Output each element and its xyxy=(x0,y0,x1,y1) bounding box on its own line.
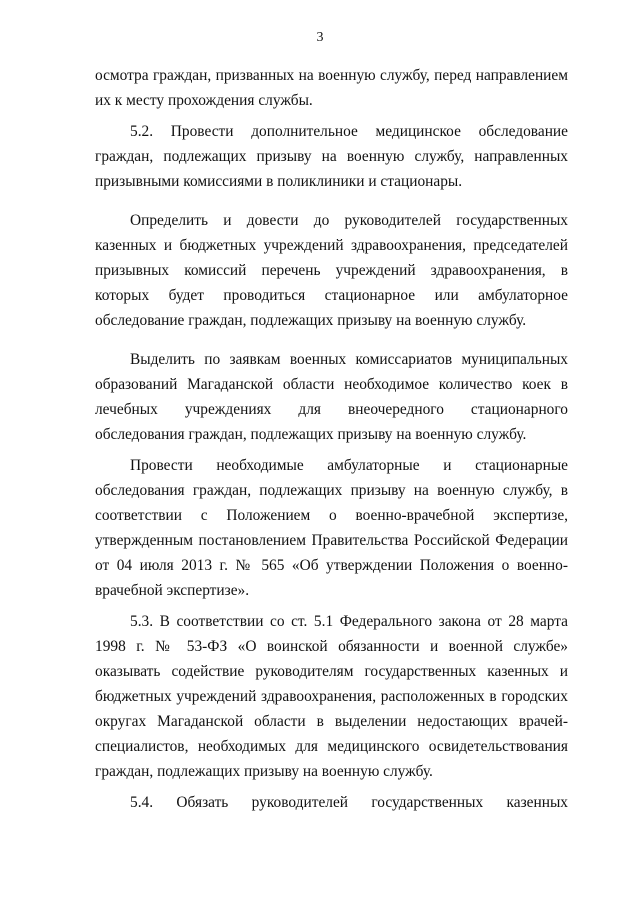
document-body xyxy=(95,63,568,815)
page-number: 3 xyxy=(316,30,324,45)
paragraph-allocate-beds: Выделить по заявкам военных комиссариатов муниципальных образований Магаданской области необходимое количество коек в лечебных учреждениях для внеочередного стационарного обследования граждан, подлежащих призыву на военную службу. xyxy=(95,351,568,443)
paragraph-continuation: осмотра граждан, призванных на военную службу, перед направлением их к месту прохождения службы. xyxy=(95,67,568,109)
paragraph-define-list: Определить и довести до руководителей государственных казенных и бюджетных учреждений здравоохранения, председателей призывных комиссий перечень учреждений здравоохранения, в которых будет проводиться стационарное или амбулаторное обследование граждан, подлежащих призыву на военную службу. xyxy=(95,212,568,329)
paragraph-5-2: 5.2. Провести дополнительное медицинское обследование граждан, подлежащих призыву на военную службу, направленных призывными комиссиями в поликлиники и стационары. xyxy=(95,123,568,190)
paragraph-5-4: 5.4. Обязать руководителей государственных казенных xyxy=(130,794,568,811)
paragraph-5-3: 5.3. В соответствии со ст. 5.1 Федерального закона от 28 марта 1998 г. № 53-ФЗ «О воинской обязанности и военной службе» оказывать содействие руководителям государственных казенных и бюджетных учреждений здравоохранения, расположенных в городских округах Магаданской области в выделении недостающих врачей-специалистов, необходимых для медицинского освидетельствования граждан, подлежащих призыву на военную службу. xyxy=(95,613,568,780)
paragraph-conduct-examinations: Провести необходимые амбулаторные и стационарные обследования граждан, подлежащих призыву на военную службу, в соответствии с Положением о военно-врачебной экспертизе, утвержденным постановлением Правительства Российской Федерации от 04 июля 2013 г. № 565 «Об утверждении Положения о военно-врачебной экспертизе». xyxy=(95,457,568,599)
